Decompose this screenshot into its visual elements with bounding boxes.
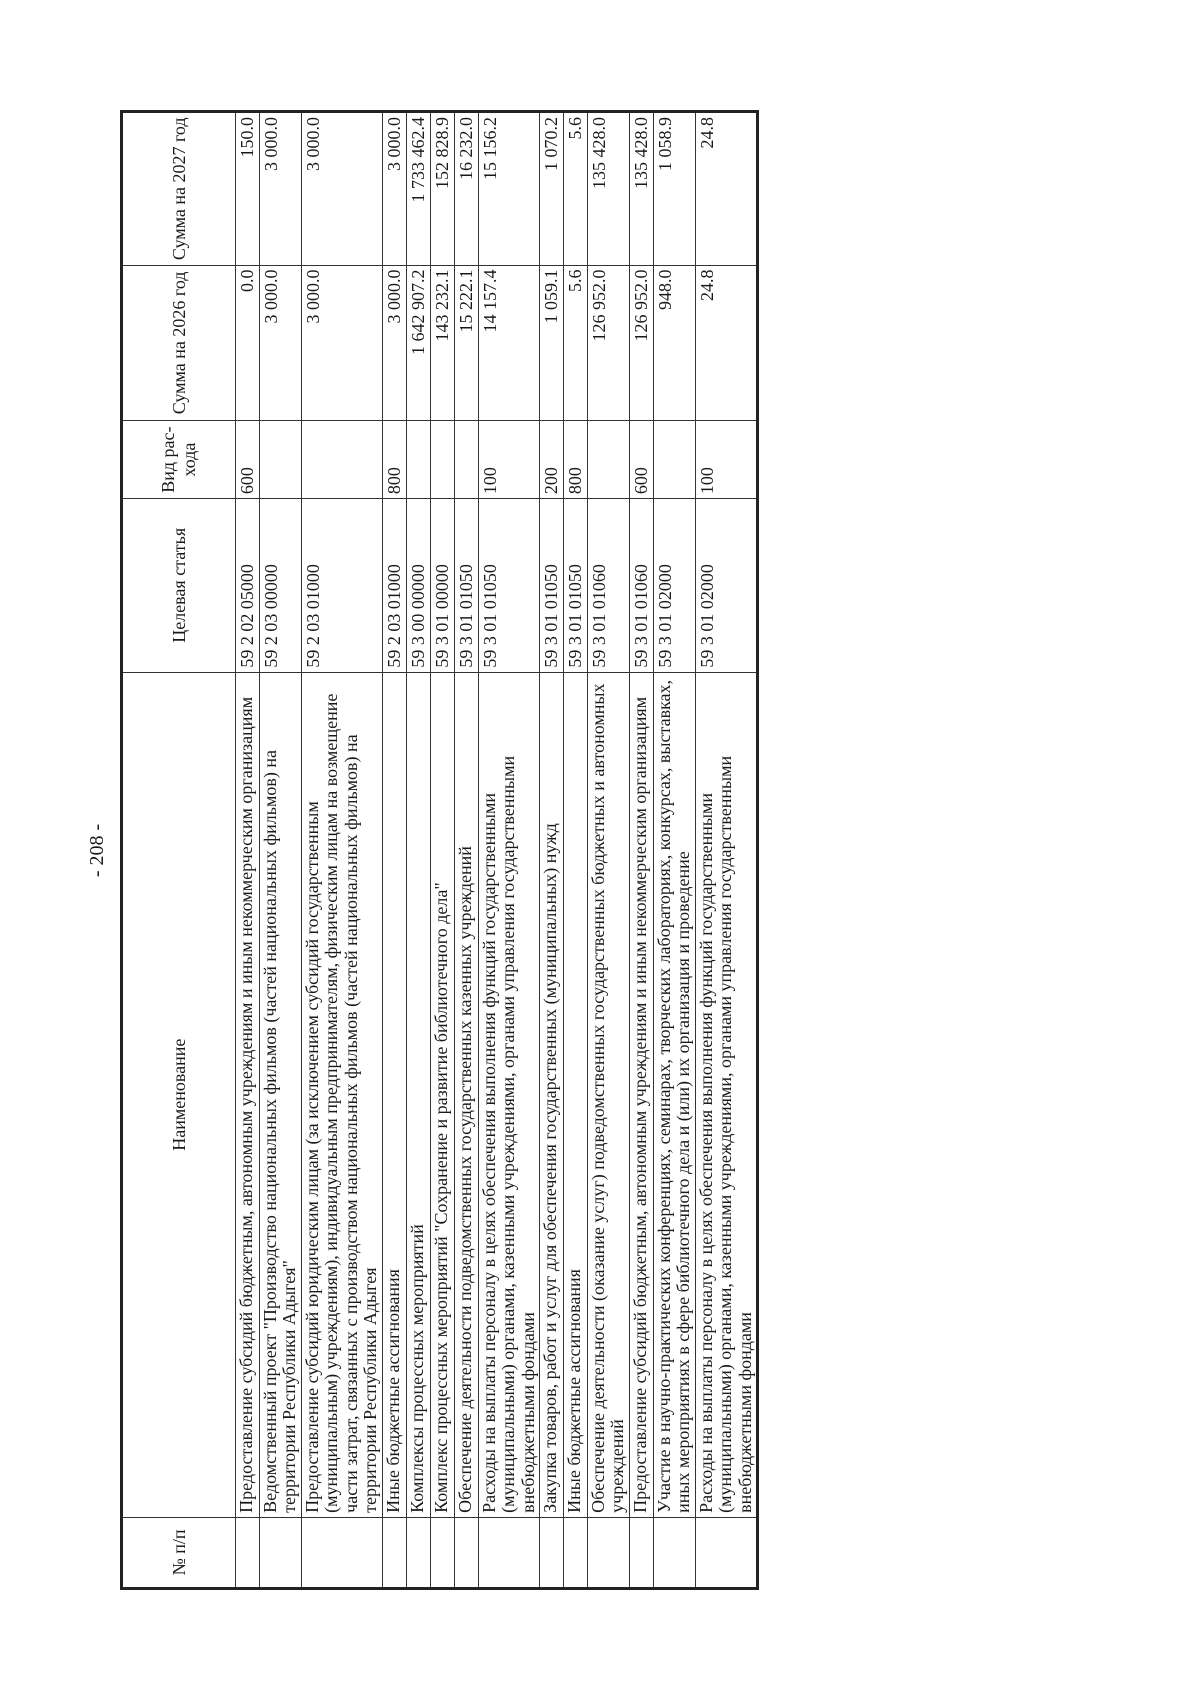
cell-target-article: 59 2 02 05000 [236, 499, 260, 673]
cell-expense-kind: 600 [629, 421, 653, 499]
cell-name: Предоставление субсидий юридическим лицам (за исключением субсидий государственным (муниципальным) учреждениям), индивидуальным предпринимателям, физическим лицам на возмещение части затрат, связанных с производством национальных фильмов (частей национальных фильмов) на территории Республики Адыгея [301, 672, 382, 1517]
table-row [430, 112, 454, 1589]
cell-name: Участие в научно-практических конференциях, семинарах, творческих лабораториях, конкурсах, выставках, иных мероприятиях в сфере библиотечного дела и (или) их организация и проведение [653, 672, 695, 1517]
cell-sum-2026: 0.0 [236, 265, 260, 421]
cell-target-article: 59 3 01 00000 [430, 499, 454, 673]
cell-index [539, 1517, 563, 1588]
cell-target-article: 59 3 01 01050 [563, 499, 587, 673]
cell-sum-2026: 3 000.0 [301, 265, 382, 421]
cell-expense-kind [454, 421, 478, 499]
cell-target-article: 59 3 01 02000 [695, 499, 757, 673]
cell-index [430, 1517, 454, 1588]
cell-expense-kind [587, 421, 629, 499]
rotated-sheet [120, 110, 1080, 1590]
cell-sum-2026: 5.6 [563, 265, 587, 421]
page-number-container [78, 790, 118, 910]
table-row [539, 112, 563, 1589]
table-row [478, 112, 539, 1589]
table-row [236, 112, 260, 1589]
cell-index [382, 1517, 406, 1588]
cell-index [563, 1517, 587, 1588]
cell-sum-2027: 1 070.2 [539, 112, 563, 266]
header-name: Наименование [122, 672, 236, 1517]
cell-index [695, 1517, 757, 1588]
table-row [382, 112, 406, 1589]
cell-name: Расходы на выплаты персоналу в целях обеспечения выполнения функций государственными (муниципальными) органами, казенными учреждениями, органами управления государственными внебюджетными фондами [695, 672, 757, 1517]
cell-sum-2026: 3 000.0 [382, 265, 406, 421]
cell-index [587, 1517, 629, 1588]
cell-expense-kind: 100 [478, 421, 539, 499]
cell-name: Предоставление субсидий бюджетным, автономным учреждениям и иным некоммерческим организациям [629, 672, 653, 1517]
table-row [629, 112, 653, 1589]
cell-expense-kind [430, 421, 454, 499]
cell-expense-kind [406, 421, 430, 499]
cell-name: Обеспечение деятельности подведомственных государственных казенных учреждений [454, 672, 478, 1517]
cell-name: Иные бюджетные ассигнования [563, 672, 587, 1517]
cell-target-article: 59 3 01 01060 [587, 499, 629, 673]
cell-target-article: 59 3 01 01050 [478, 499, 539, 673]
table-body [236, 112, 758, 1589]
cell-sum-2027: 24.8 [695, 112, 757, 266]
cell-sum-2027: 1 733 462.4 [406, 112, 430, 266]
table-row [653, 112, 695, 1589]
cell-sum-2027: 3 000.0 [382, 112, 406, 266]
cell-sum-2027: 16 232.0 [454, 112, 478, 266]
table-row [406, 112, 430, 1589]
header-sum-2027: Сумма на 2027 год [122, 112, 236, 266]
cell-target-article: 59 3 01 01050 [539, 499, 563, 673]
cell-expense-kind [260, 421, 302, 499]
cell-name: Ведомственный проект "Производство национальных фильмов (частей национальных фильмов) на территории Республики Адыгея" [260, 672, 302, 1517]
table-row [301, 112, 382, 1589]
cell-sum-2026: 3 000.0 [260, 265, 302, 421]
cell-sum-2027: 135 428.0 [629, 112, 653, 266]
cell-sum-2027: 3 000.0 [301, 112, 382, 266]
cell-index [454, 1517, 478, 1588]
cell-sum-2026: 126 952.0 [629, 265, 653, 421]
cell-sum-2026: 143 232.1 [430, 265, 454, 421]
cell-name: Комплекс процессных мероприятий "Сохранение и развитие библиотечного дела" [430, 672, 454, 1517]
cell-target-article: 59 3 01 02000 [653, 499, 695, 673]
page-number: - 208 - [86, 823, 109, 877]
cell-sum-2027: 152 828.9 [430, 112, 454, 266]
cell-sum-2027: 3 000.0 [260, 112, 302, 266]
header-index: № п/п [122, 1517, 236, 1588]
cell-expense-kind: 100 [695, 421, 757, 499]
cell-target-article: 59 3 01 01050 [454, 499, 478, 673]
cell-index [236, 1517, 260, 1588]
cell-sum-2026: 14 157.4 [478, 265, 539, 421]
header-sum-2026: Сумма на 2026 год [122, 265, 236, 421]
cell-sum-2026: 24.8 [695, 265, 757, 421]
cell-sum-2027: 135 428.0 [587, 112, 629, 266]
cell-index [478, 1517, 539, 1588]
cell-name: Расходы на выплаты персоналу в целях обеспечения выполнения функций государственными (муниципальными) органами, казенными учреждениями, органами управления государственными внебюджетными фондами [478, 672, 539, 1517]
cell-expense-kind: 600 [236, 421, 260, 499]
cell-sum-2026: 126 952.0 [587, 265, 629, 421]
cell-name: Закупка товаров, работ и услуг для обеспечения государственных (муниципальных) нужд [539, 672, 563, 1517]
cell-expense-kind [301, 421, 382, 499]
header-target-article: Целевая статья [122, 499, 236, 673]
cell-index [406, 1517, 430, 1588]
table-header-row [122, 112, 236, 1589]
cell-expense-kind [653, 421, 695, 499]
cell-target-article: 59 3 01 01060 [629, 499, 653, 673]
cell-name: Обеспечение деятельности (оказание услуг) подведомственных государственных бюджетных и автономных учреждений [587, 672, 629, 1517]
cell-expense-kind: 800 [563, 421, 587, 499]
cell-index [260, 1517, 302, 1588]
table-row [260, 112, 302, 1589]
cell-target-article: 59 3 00 00000 [406, 499, 430, 673]
cell-sum-2027: 1 058.9 [653, 112, 695, 266]
cell-sum-2026: 1 059.1 [539, 265, 563, 421]
cell-name: Иные бюджетные ассигнования [382, 672, 406, 1517]
cell-expense-kind: 800 [382, 421, 406, 499]
cell-expense-kind: 200 [539, 421, 563, 499]
cell-sum-2026: 948.0 [653, 265, 695, 421]
cell-sum-2027: 5.6 [563, 112, 587, 266]
cell-sum-2026: 1 642 907.2 [406, 265, 430, 421]
header-expense-kind: Вид рас- хода [122, 421, 236, 499]
cell-name: Комплексы процессных мероприятий [406, 672, 430, 1517]
cell-sum-2026: 15 222.1 [454, 265, 478, 421]
table-row [587, 112, 629, 1589]
table-row [563, 112, 587, 1589]
cell-index [301, 1517, 382, 1588]
cell-target-article: 59 2 03 01000 [301, 499, 382, 673]
cell-sum-2027: 15 156.2 [478, 112, 539, 266]
table-row [454, 112, 478, 1589]
table-row [695, 112, 757, 1589]
cell-name: Предоставление субсидий бюджетным, автономным учреждениям и иным некоммерческим организациям [236, 672, 260, 1517]
budget-table [120, 110, 759, 1590]
cell-target-article: 59 2 03 01000 [382, 499, 406, 673]
cell-target-article: 59 2 03 00000 [260, 499, 302, 673]
cell-index [629, 1517, 653, 1588]
cell-sum-2027: 150.0 [236, 112, 260, 266]
cell-index [653, 1517, 695, 1588]
